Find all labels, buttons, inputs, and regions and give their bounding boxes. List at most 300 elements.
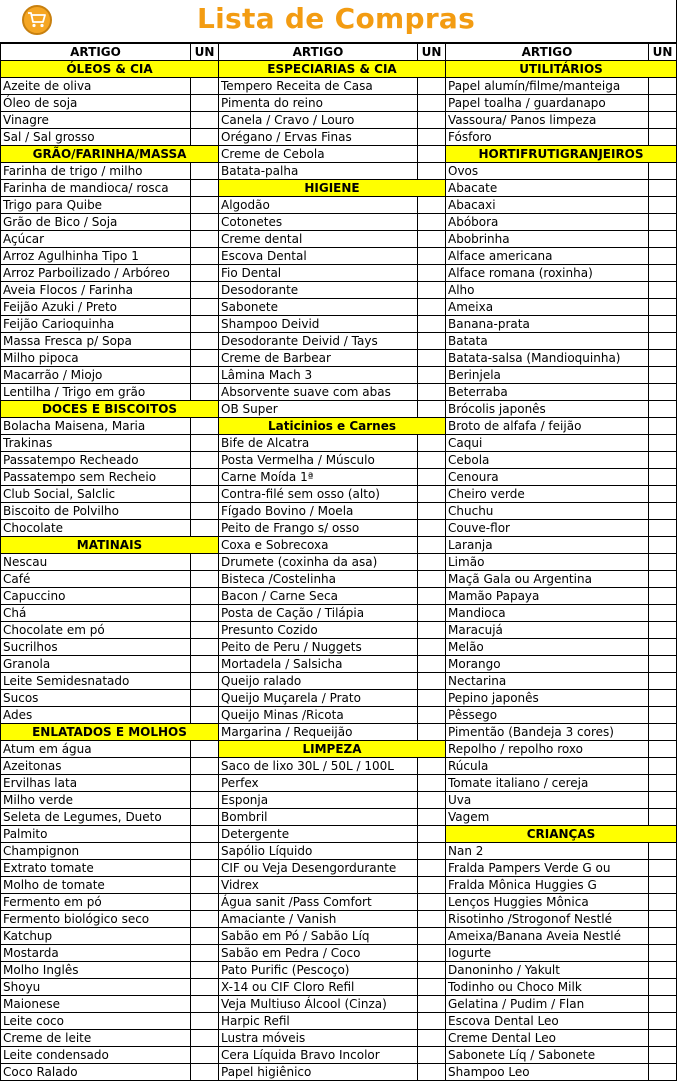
table-row: [1, 622, 677, 639]
quantity-cell[interactable]: [418, 707, 446, 724]
list-item: Rúcula: [446, 758, 649, 775]
list-item: Batata-palha: [219, 163, 418, 180]
quantity-cell[interactable]: [649, 656, 677, 673]
quantity-cell[interactable]: [418, 95, 446, 112]
quantity-cell[interactable]: [418, 571, 446, 588]
quantity-cell[interactable]: [418, 248, 446, 265]
quantity-cell[interactable]: [649, 996, 677, 1013]
list-item: Tomate italiano / cereja: [446, 775, 649, 792]
quantity-cell[interactable]: [418, 724, 446, 741]
list-item: Cenoura: [446, 469, 649, 486]
quantity-cell[interactable]: [191, 775, 219, 792]
quantity-cell[interactable]: [649, 622, 677, 639]
list-item: Café: [1, 571, 191, 588]
quantity-cell[interactable]: [649, 452, 677, 469]
quantity-cell[interactable]: [418, 231, 446, 248]
list-body: [1, 61, 677, 1081]
list-item: Seleta de Legumes, Dueto: [1, 809, 191, 826]
quantity-cell[interactable]: [649, 962, 677, 979]
list-item: Creme de Cebola: [219, 146, 418, 163]
quantity-cell[interactable]: [418, 809, 446, 826]
quantity-cell[interactable]: [191, 860, 219, 877]
list-item: Massa Fresca p/ Sopa: [1, 333, 191, 350]
list-item: Laranja: [446, 537, 649, 554]
table-row: [1, 418, 677, 435]
list-item: Vassoura/ Panos limpeza: [446, 112, 649, 129]
quantity-cell[interactable]: [418, 673, 446, 690]
list-item: Abacate: [446, 180, 649, 197]
list-item: Nectarina: [446, 673, 649, 690]
quantity-cell[interactable]: [191, 945, 219, 962]
quantity-cell[interactable]: [649, 605, 677, 622]
quantity-cell[interactable]: [418, 894, 446, 911]
list-item: Algodão: [219, 197, 418, 214]
table-row: [1, 61, 677, 78]
quantity-cell[interactable]: [418, 401, 446, 418]
quantity-cell[interactable]: [191, 656, 219, 673]
quantity-cell[interactable]: [418, 282, 446, 299]
list-item: Arroz Parboilizado / Arbóreo: [1, 265, 191, 282]
section-header: UTILITÁRIOS: [446, 61, 677, 78]
shopping-list-table: [0, 43, 677, 1081]
quantity-cell[interactable]: [191, 911, 219, 928]
quantity-cell[interactable]: [191, 1047, 219, 1064]
quantity-cell[interactable]: [418, 996, 446, 1013]
quantity-cell[interactable]: [191, 1030, 219, 1047]
table-row: [1, 316, 677, 333]
quantity-cell[interactable]: [418, 112, 446, 129]
quantity-cell[interactable]: [649, 316, 677, 333]
quantity-cell[interactable]: [418, 1013, 446, 1030]
table-row: [1, 452, 677, 469]
list-item: Ameixa: [446, 299, 649, 316]
quantity-cell[interactable]: [649, 282, 677, 299]
quantity-cell[interactable]: [191, 163, 219, 180]
table-row: [1, 741, 677, 758]
quantity-cell[interactable]: [649, 1047, 677, 1064]
list-item: Nescau: [1, 554, 191, 571]
list-item: Batata: [446, 333, 649, 350]
quantity-cell[interactable]: [191, 588, 219, 605]
list-item: Molho Inglês: [1, 962, 191, 979]
quantity-cell[interactable]: [191, 384, 219, 401]
list-item: Amaciante / Vanish: [219, 911, 418, 928]
quantity-cell[interactable]: [191, 741, 219, 758]
quantity-cell[interactable]: [191, 350, 219, 367]
page-title: Lista de Compras: [197, 2, 476, 35]
quantity-cell[interactable]: [649, 418, 677, 435]
quantity-cell[interactable]: [649, 775, 677, 792]
quantity-cell[interactable]: [418, 792, 446, 809]
table-row: [1, 860, 677, 877]
quantity-cell[interactable]: [191, 843, 219, 860]
quantity-cell[interactable]: [418, 622, 446, 639]
quantity-cell[interactable]: [191, 129, 219, 146]
quantity-cell[interactable]: [191, 1013, 219, 1030]
list-item: Fígado Bovino / Moela: [219, 503, 418, 520]
quantity-cell[interactable]: [418, 1064, 446, 1081]
quantity-cell[interactable]: [418, 469, 446, 486]
quantity-cell[interactable]: [649, 129, 677, 146]
quantity-cell[interactable]: [191, 486, 219, 503]
quantity-cell[interactable]: [191, 180, 219, 197]
list-item: Margarina / Requeijão: [219, 724, 418, 741]
list-item: Molho de tomate: [1, 877, 191, 894]
list-item: Alho: [446, 282, 649, 299]
list-item: Esponja: [219, 792, 418, 809]
quantity-cell[interactable]: [191, 367, 219, 384]
quantity-cell[interactable]: [649, 503, 677, 520]
quantity-cell[interactable]: [418, 656, 446, 673]
quantity-cell[interactable]: [191, 894, 219, 911]
quantity-cell[interactable]: [418, 333, 446, 350]
quantity-cell[interactable]: [649, 724, 677, 741]
quantity-cell[interactable]: [191, 231, 219, 248]
section-header: ESPECIARIAS & CIA: [219, 61, 446, 78]
quantity-cell[interactable]: [191, 265, 219, 282]
quantity-cell[interactable]: [418, 503, 446, 520]
table-row: [1, 282, 677, 299]
list-item: Veja Multiuso Álcool (Cinza): [219, 996, 418, 1013]
quantity-cell[interactable]: [418, 860, 446, 877]
quantity-cell[interactable]: [191, 112, 219, 129]
quantity-cell[interactable]: [649, 809, 677, 826]
list-item: Chocolate: [1, 520, 191, 537]
quantity-cell[interactable]: [649, 690, 677, 707]
quantity-cell[interactable]: [191, 299, 219, 316]
quantity-cell[interactable]: [191, 1064, 219, 1081]
quantity-cell[interactable]: [418, 129, 446, 146]
table-row: [1, 911, 677, 928]
list-item: Batata-salsa (Mandioquinha): [446, 350, 649, 367]
quantity-cell[interactable]: [649, 639, 677, 656]
list-item: Óleo de soja: [1, 95, 191, 112]
list-item: Alface romana (roxinha): [446, 265, 649, 282]
quantity-cell[interactable]: [649, 350, 677, 367]
quantity-cell[interactable]: [191, 78, 219, 95]
list-item: Perfex: [219, 775, 418, 792]
quantity-cell[interactable]: [418, 1030, 446, 1047]
quantity-cell[interactable]: [418, 537, 446, 554]
quantity-cell[interactable]: [649, 741, 677, 758]
quantity-cell[interactable]: [191, 452, 219, 469]
quantity-cell[interactable]: [649, 231, 677, 248]
list-item: Bacon / Carne Seca: [219, 588, 418, 605]
quantity-cell[interactable]: [418, 1047, 446, 1064]
quantity-cell[interactable]: [649, 894, 677, 911]
quantity-cell[interactable]: [649, 197, 677, 214]
list-item: Trigo para Quibe: [1, 197, 191, 214]
table-row: [1, 537, 677, 554]
column-header-un: UN: [191, 44, 219, 61]
quantity-cell[interactable]: [649, 248, 677, 265]
quantity-cell[interactable]: [418, 911, 446, 928]
quantity-cell[interactable]: [191, 690, 219, 707]
quantity-cell[interactable]: [649, 520, 677, 537]
list-item: Queijo ralado: [219, 673, 418, 690]
list-item: Nan 2: [446, 843, 649, 860]
list-item: Couve-flor: [446, 520, 649, 537]
quantity-cell[interactable]: [191, 554, 219, 571]
quantity-cell[interactable]: [649, 571, 677, 588]
quantity-cell[interactable]: [191, 707, 219, 724]
quantity-cell[interactable]: [649, 758, 677, 775]
quantity-cell[interactable]: [418, 435, 446, 452]
list-item: Shampoo Deivid: [219, 316, 418, 333]
quantity-cell[interactable]: [191, 758, 219, 775]
quantity-cell[interactable]: [418, 775, 446, 792]
list-item: Broto de alfafa / feijão: [446, 418, 649, 435]
quantity-cell[interactable]: [649, 163, 677, 180]
quantity-cell[interactable]: [418, 299, 446, 316]
quantity-cell[interactable]: [649, 877, 677, 894]
list-item: Atum em água: [1, 741, 191, 758]
table-row: [1, 384, 677, 401]
quantity-cell[interactable]: [418, 605, 446, 622]
quantity-cell[interactable]: [649, 299, 677, 316]
quantity-cell[interactable]: [649, 1030, 677, 1047]
table-row: [1, 180, 677, 197]
quantity-cell[interactable]: [191, 418, 219, 435]
quantity-cell[interactable]: [649, 1013, 677, 1030]
quantity-cell[interactable]: [418, 979, 446, 996]
list-item: Queijo Minas /Ricota: [219, 707, 418, 724]
quantity-cell[interactable]: [418, 877, 446, 894]
list-item: X-14 ou CIF Cloro Refil: [219, 979, 418, 996]
quantity-cell[interactable]: [191, 877, 219, 894]
section-header: GRÃO/FARINHA/MASSA: [1, 146, 219, 163]
quantity-cell[interactable]: [649, 860, 677, 877]
quantity-cell[interactable]: [649, 384, 677, 401]
list-item: Ervilhas lata: [1, 775, 191, 792]
list-item: Farinha de trigo / milho: [1, 163, 191, 180]
quantity-cell[interactable]: [649, 469, 677, 486]
table-row: [1, 894, 677, 911]
quantity-cell[interactable]: [649, 180, 677, 197]
quantity-cell[interactable]: [191, 333, 219, 350]
quantity-cell[interactable]: [418, 945, 446, 962]
table-row: [1, 350, 677, 367]
quantity-cell[interactable]: [418, 197, 446, 214]
list-item: Cera Líquida Bravo Incolor: [219, 1047, 418, 1064]
quantity-cell[interactable]: [191, 214, 219, 231]
list-item: Passatempo Recheado: [1, 452, 191, 469]
list-item: Caqui: [446, 435, 649, 452]
list-item: Fermento em pó: [1, 894, 191, 911]
quantity-cell[interactable]: [418, 265, 446, 282]
quantity-cell[interactable]: [418, 486, 446, 503]
list-item: Sucrilhos: [1, 639, 191, 656]
table-row: [1, 639, 677, 656]
quantity-cell[interactable]: [191, 639, 219, 656]
quantity-cell[interactable]: [191, 928, 219, 945]
list-item: Beterraba: [446, 384, 649, 401]
table-row: [1, 1064, 677, 1081]
quantity-cell[interactable]: [191, 605, 219, 622]
table-row: [1, 435, 677, 452]
list-item: Queijo Muçarela / Prato: [219, 690, 418, 707]
list-item: Escova Dental: [219, 248, 418, 265]
table-row: [1, 877, 677, 894]
list-item: Fio Dental: [219, 265, 418, 282]
quantity-cell[interactable]: [649, 945, 677, 962]
section-header: LIMPEZA: [219, 741, 446, 758]
list-item: Abóbora: [446, 214, 649, 231]
quantity-cell[interactable]: [649, 401, 677, 418]
list-item: Mamão Papaya: [446, 588, 649, 605]
list-item: Presunto Cozido: [219, 622, 418, 639]
list-item: Granola: [1, 656, 191, 673]
list-item: Posta de Cação / Tilápia: [219, 605, 418, 622]
table-row: [1, 707, 677, 724]
table-row: [1, 265, 677, 282]
quantity-cell[interactable]: [649, 928, 677, 945]
list-item: Saco de lixo 30L / 50L / 100L: [219, 758, 418, 775]
table-row: [1, 401, 677, 418]
quantity-cell[interactable]: [191, 503, 219, 520]
table-row: [1, 503, 677, 520]
list-item: Sabonete Líq / Sabonete: [446, 1047, 649, 1064]
section-header: HORTIFRUTIGRANJEIROS: [446, 146, 677, 163]
quantity-cell[interactable]: [418, 350, 446, 367]
quantity-cell[interactable]: [649, 435, 677, 452]
quantity-cell[interactable]: [418, 316, 446, 333]
list-item: Sucos: [1, 690, 191, 707]
quantity-cell[interactable]: [418, 214, 446, 231]
list-item: Iogurte: [446, 945, 649, 962]
quantity-cell[interactable]: [418, 758, 446, 775]
quantity-cell[interactable]: [418, 928, 446, 945]
quantity-cell[interactable]: [649, 333, 677, 350]
quantity-cell[interactable]: [191, 282, 219, 299]
list-item: Alface americana: [446, 248, 649, 265]
quantity-cell[interactable]: [191, 316, 219, 333]
table-row: [1, 996, 677, 1013]
quantity-cell[interactable]: [191, 95, 219, 112]
quantity-cell[interactable]: [191, 248, 219, 265]
quantity-cell[interactable]: [649, 792, 677, 809]
list-item: Feijão Carioquinha: [1, 316, 191, 333]
column-header-un: UN: [649, 44, 677, 61]
page-header: [0, 0, 677, 43]
quantity-cell[interactable]: [649, 95, 677, 112]
table-row: [1, 1030, 677, 1047]
list-item: Detergente: [219, 826, 418, 843]
quantity-cell[interactable]: [191, 469, 219, 486]
quantity-cell[interactable]: [418, 690, 446, 707]
quantity-cell[interactable]: [418, 639, 446, 656]
list-item: Sabão em Pó / Sabão Líq: [219, 928, 418, 945]
quantity-cell[interactable]: [649, 1064, 677, 1081]
list-item: Lenços Huggies Mônica: [446, 894, 649, 911]
quantity-cell[interactable]: [649, 673, 677, 690]
section-header: ENLATADOS E MOLHOS: [1, 724, 219, 741]
quantity-cell[interactable]: [418, 826, 446, 843]
quantity-cell[interactable]: [418, 588, 446, 605]
list-item: Vinagre: [1, 112, 191, 129]
list-item: Fósforo: [446, 129, 649, 146]
list-item: Pato Purific (Pescoço): [219, 962, 418, 979]
quantity-cell[interactable]: [649, 265, 677, 282]
table-row: [1, 1047, 677, 1064]
quantity-cell[interactable]: [418, 843, 446, 860]
quantity-cell[interactable]: [649, 537, 677, 554]
quantity-cell[interactable]: [649, 588, 677, 605]
quantity-cell[interactable]: [418, 962, 446, 979]
quantity-cell[interactable]: [649, 911, 677, 928]
table-row: [1, 758, 677, 775]
quantity-cell[interactable]: [418, 163, 446, 180]
quantity-cell[interactable]: [649, 486, 677, 503]
quantity-cell[interactable]: [191, 622, 219, 639]
quantity-cell[interactable]: [649, 979, 677, 996]
quantity-cell[interactable]: [191, 809, 219, 826]
list-item: OB Super: [219, 401, 418, 418]
list-item: Pepino japonês: [446, 690, 649, 707]
quantity-cell[interactable]: [418, 554, 446, 571]
list-item: Pimenta do reino: [219, 95, 418, 112]
quantity-cell[interactable]: [191, 571, 219, 588]
table-row: [1, 248, 677, 265]
quantity-cell[interactable]: [649, 843, 677, 860]
quantity-cell[interactable]: [418, 452, 446, 469]
list-item: Cebola: [446, 452, 649, 469]
list-item: Danoninho / Yakult: [446, 962, 649, 979]
list-item: Drumete (coxinha da asa): [219, 554, 418, 571]
list-item: Palmito: [1, 826, 191, 843]
quantity-cell[interactable]: [649, 112, 677, 129]
quantity-cell[interactable]: [649, 554, 677, 571]
list-item: Creme de Barbear: [219, 350, 418, 367]
quantity-cell[interactable]: [418, 146, 446, 163]
list-item: Tempero Receita de Casa: [219, 78, 418, 95]
column-header-un: UN: [418, 44, 446, 61]
quantity-cell[interactable]: [418, 520, 446, 537]
list-item: Shoyu: [1, 979, 191, 996]
list-item: Repolho / repolho roxo: [446, 741, 649, 758]
quantity-cell[interactable]: [191, 435, 219, 452]
quantity-cell[interactable]: [418, 367, 446, 384]
list-item: Capuccino: [1, 588, 191, 605]
table-row: [1, 724, 677, 741]
list-item: Leite coco: [1, 1013, 191, 1030]
quantity-cell[interactable]: [649, 707, 677, 724]
list-item: Água sanit /Pass Comfort: [219, 894, 418, 911]
list-item: Abobrinha: [446, 231, 649, 248]
quantity-cell[interactable]: [191, 197, 219, 214]
quantity-cell[interactable]: [191, 826, 219, 843]
quantity-cell[interactable]: [649, 78, 677, 95]
quantity-cell[interactable]: [191, 792, 219, 809]
quantity-cell[interactable]: [418, 384, 446, 401]
list-item: Creme de leite: [1, 1030, 191, 1047]
table-row: [1, 1013, 677, 1030]
quantity-cell[interactable]: [649, 214, 677, 231]
quantity-cell[interactable]: [418, 78, 446, 95]
section-header: CRIANÇAS: [446, 826, 677, 843]
table-row: [1, 367, 677, 384]
quantity-cell[interactable]: [191, 962, 219, 979]
list-item: Fermento biológico seco: [1, 911, 191, 928]
quantity-cell[interactable]: [649, 367, 677, 384]
list-item: Harpic Refil: [219, 1013, 418, 1030]
quantity-cell[interactable]: [191, 520, 219, 537]
list-item: Cheiro verde: [446, 486, 649, 503]
quantity-cell[interactable]: [191, 996, 219, 1013]
quantity-cell[interactable]: [191, 673, 219, 690]
quantity-cell[interactable]: [191, 979, 219, 996]
table-row: [1, 486, 677, 503]
